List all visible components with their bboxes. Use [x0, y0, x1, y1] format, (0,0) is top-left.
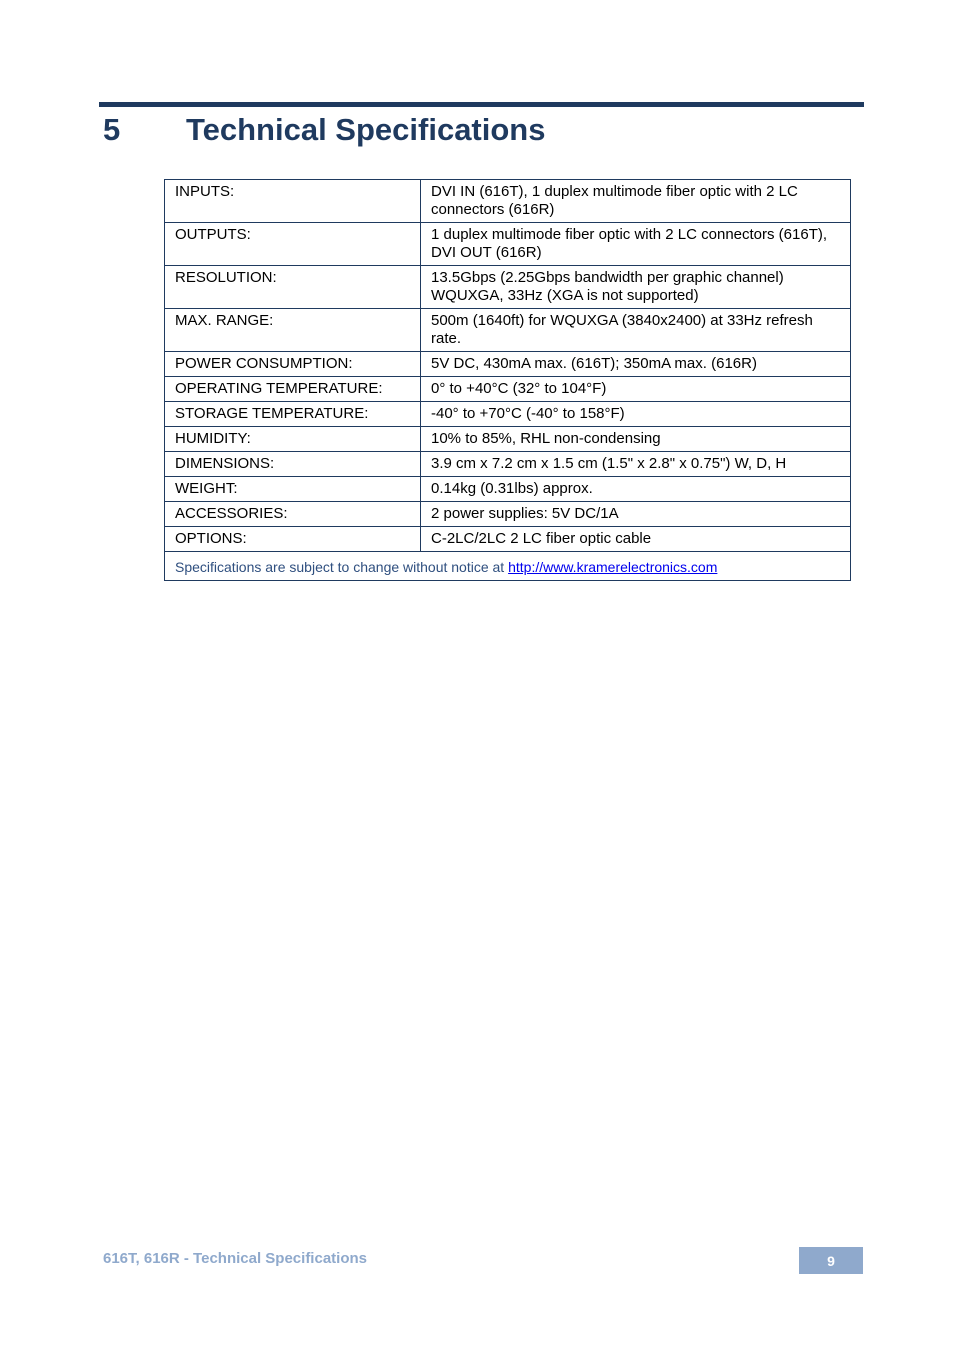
section-title: Technical Specifications	[186, 112, 546, 147]
spec-value: C-2LC/2LC 2 LC fiber optic cable	[421, 527, 851, 552]
table-row	[165, 477, 851, 502]
footer-title: 616T, 616R - Technical Specifications	[103, 1250, 367, 1267]
table-row	[165, 377, 851, 402]
spec-value: 0.14kg (0.31lbs) approx.	[421, 477, 851, 502]
spec-value: 13.5Gbps (2.25Gbps bandwidth per graphic channel) WQUXGA, 33Hz (XGA is not supported)	[421, 266, 851, 309]
section-number: 5	[103, 112, 121, 147]
spec-value: 10% to 85%, RHL non-condensing	[421, 427, 851, 452]
table-row	[165, 402, 851, 427]
spec-label: RESOLUTION:	[165, 266, 421, 309]
spec-value: 500m (1640ft) for WQUXGA (3840x2400) at 33Hz refresh rate.	[421, 309, 851, 352]
spec-label: HUMIDITY:	[165, 427, 421, 452]
spec-label: OPTIONS:	[165, 527, 421, 552]
kramer-website-link[interactable]: http://www.kramerelectronics.com	[508, 559, 718, 575]
note-text: Specifications are subject to change without notice at	[175, 559, 509, 575]
spec-value: 2 power supplies: 5V DC/1A	[421, 502, 851, 527]
table-row	[165, 223, 851, 266]
spec-label: INPUTS:	[165, 180, 421, 223]
spec-value: 0° to +40°C (32° to 104°F)	[421, 377, 851, 402]
table-row	[165, 527, 851, 552]
page-number: 9	[799, 1247, 863, 1274]
table-row	[165, 180, 851, 223]
spec-label: OUTPUTS:	[165, 223, 421, 266]
spec-value: -40° to +70°C (-40° to 158°F)	[421, 402, 851, 427]
spec-label: OPERATING TEMPERATURE:	[165, 377, 421, 402]
spec-label: STORAGE TEMPERATURE:	[165, 402, 421, 427]
note-row	[165, 552, 851, 581]
table-row	[165, 502, 851, 527]
spec-label: WEIGHT:	[165, 477, 421, 502]
spec-table	[164, 179, 851, 581]
table-row	[165, 266, 851, 309]
spec-label: DIMENSIONS:	[165, 452, 421, 477]
spec-label: ACCESSORIES:	[165, 502, 421, 527]
table-row	[165, 452, 851, 477]
table-row	[165, 352, 851, 377]
spec-value: 3.9 cm x 7.2 cm x 1.5 cm (1.5" x 2.8" x 0.75") W, D, H	[421, 452, 851, 477]
table-row	[165, 427, 851, 452]
spec-label: MAX. RANGE:	[165, 309, 421, 352]
spec-note	[165, 552, 851, 581]
section-heading	[103, 108, 545, 152]
table-row	[165, 309, 851, 352]
spec-label: POWER CONSUMPTION:	[165, 352, 421, 377]
spec-value: 5V DC, 430mA max. (616T); 350mA max. (616R)	[421, 352, 851, 377]
top-rule	[99, 102, 864, 107]
spec-value: DVI IN (616T), 1 duplex multimode fiber optic with 2 LC connectors (616R)	[421, 180, 851, 223]
spec-value: 1 duplex multimode fiber optic with 2 LC connectors (616T), DVI OUT (616R)	[421, 223, 851, 266]
